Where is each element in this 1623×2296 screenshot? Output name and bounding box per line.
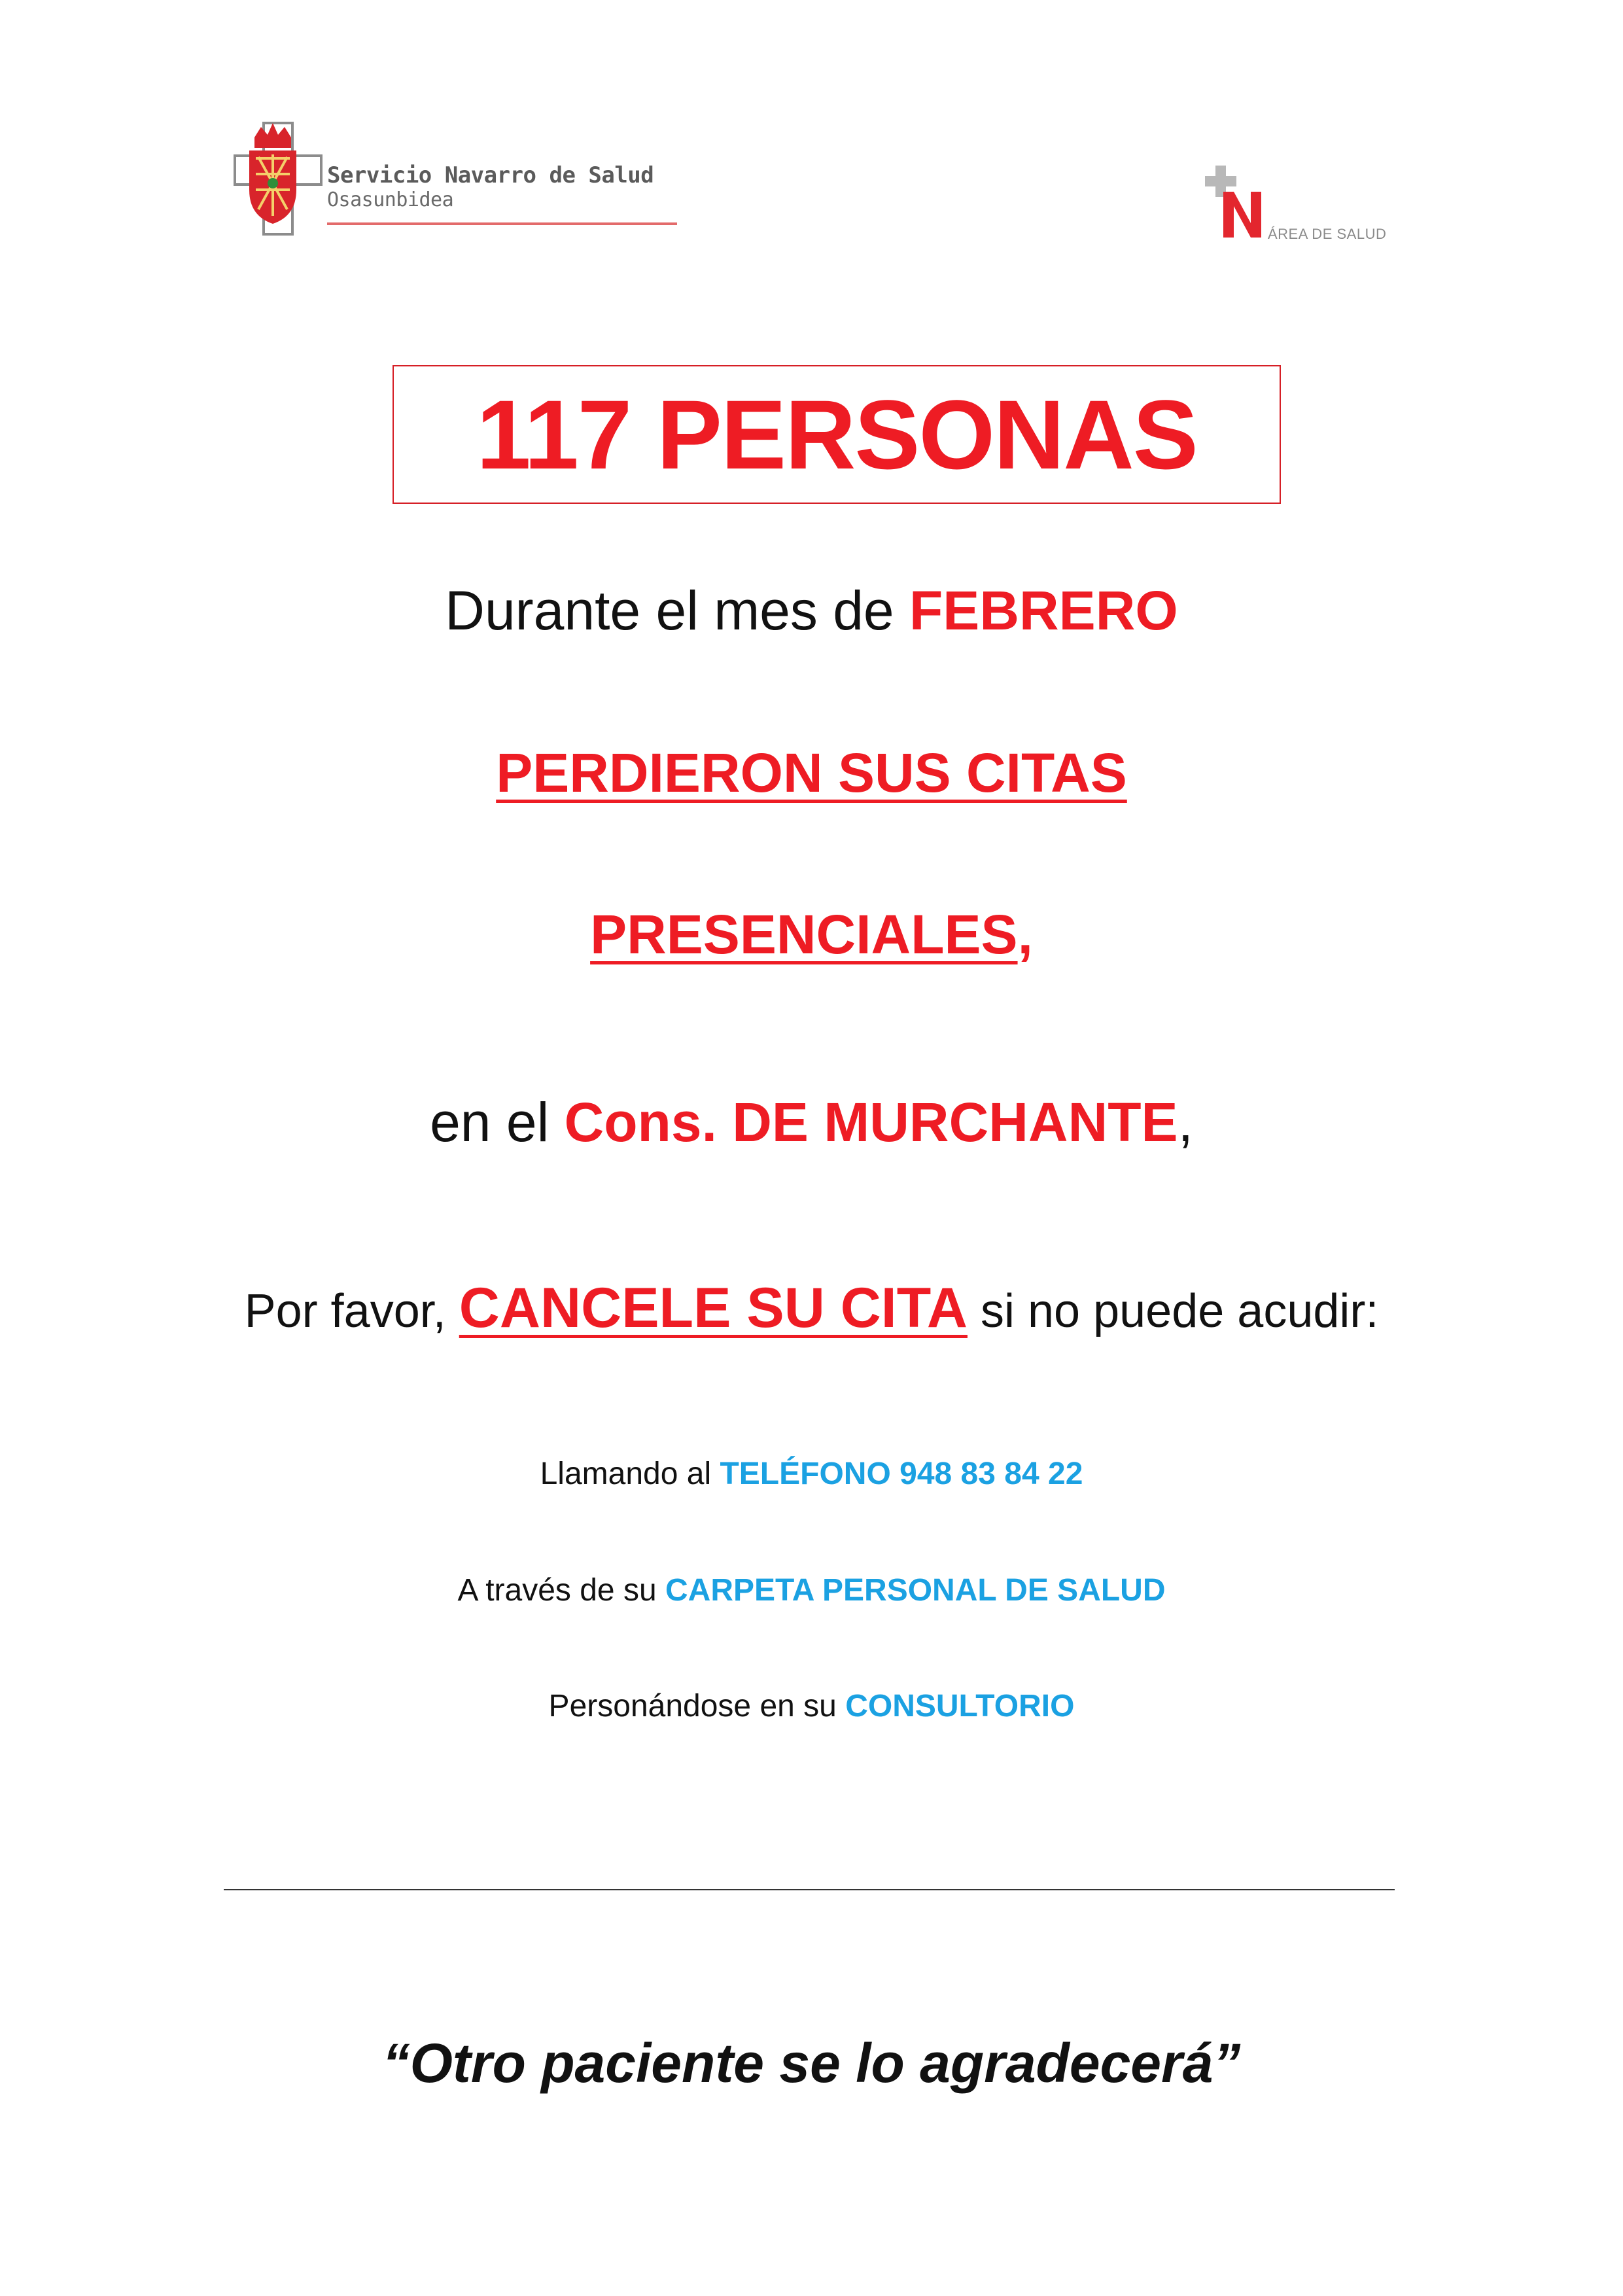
- option-carpeta: [0, 1572, 1623, 1608]
- org-name-basque: Osasunbidea: [327, 188, 454, 211]
- servicio-navarro-logo: [232, 118, 677, 242]
- option-carpeta-prefix: A través de su: [457, 1573, 665, 1608]
- location-line: [0, 1091, 1623, 1154]
- lost-appointments-line: [0, 741, 1623, 805]
- option-consultorio-prefix: Personándose en su: [548, 1689, 846, 1723]
- logo-divider: [327, 222, 677, 225]
- month-value: FEBRERO: [909, 580, 1178, 641]
- request-suffix: si no puede acudir:: [967, 1285, 1379, 1337]
- org-name: Servicio Navarro de Salud: [327, 162, 654, 188]
- option-phone: [0, 1456, 1623, 1492]
- closing-quote: “Otro paciente se lo agradecerá”: [382, 2032, 1241, 2094]
- request-prefix: Por favor,: [244, 1285, 459, 1337]
- n-cross-icon: [1204, 160, 1276, 245]
- consultorio-text: CONSULTORIO: [845, 1689, 1075, 1723]
- presenciales-line: [0, 903, 1623, 966]
- cancel-emphasis: CANCELE SU CITA: [459, 1277, 968, 1339]
- request-line: [0, 1276, 1623, 1341]
- month-line-prefix: Durante el mes de: [445, 580, 909, 641]
- option-consultorio: [0, 1688, 1623, 1724]
- horizontal-divider: [224, 1889, 1395, 1890]
- phone-number[interactable]: TELÉFONO 948 83 84 22: [720, 1457, 1083, 1491]
- headline-box: [393, 365, 1281, 504]
- area-de-salud-logo: [1204, 160, 1400, 245]
- location-comma: ,: [1178, 1091, 1193, 1153]
- month-line: [0, 579, 1623, 643]
- option-phone-prefix: Llamando al: [540, 1457, 720, 1491]
- area-de-salud-label: ÁREA DE SALUD: [1268, 226, 1387, 242]
- presenciales-comma: ,: [1017, 904, 1033, 965]
- headline: 117 PERSONAS: [476, 379, 1197, 489]
- navarra-shield-icon: [232, 118, 324, 242]
- presenciales-text: PRESENCIALES: [590, 904, 1018, 965]
- carpeta-personal-link[interactable]: CARPETA PERSONAL DE SALUD: [665, 1573, 1166, 1608]
- location-prefix: en el: [430, 1091, 565, 1153]
- lost-appointments-text: PERDIERON SUS CITAS: [496, 742, 1127, 804]
- location-name: Cons. DE MURCHANTE: [564, 1091, 1178, 1153]
